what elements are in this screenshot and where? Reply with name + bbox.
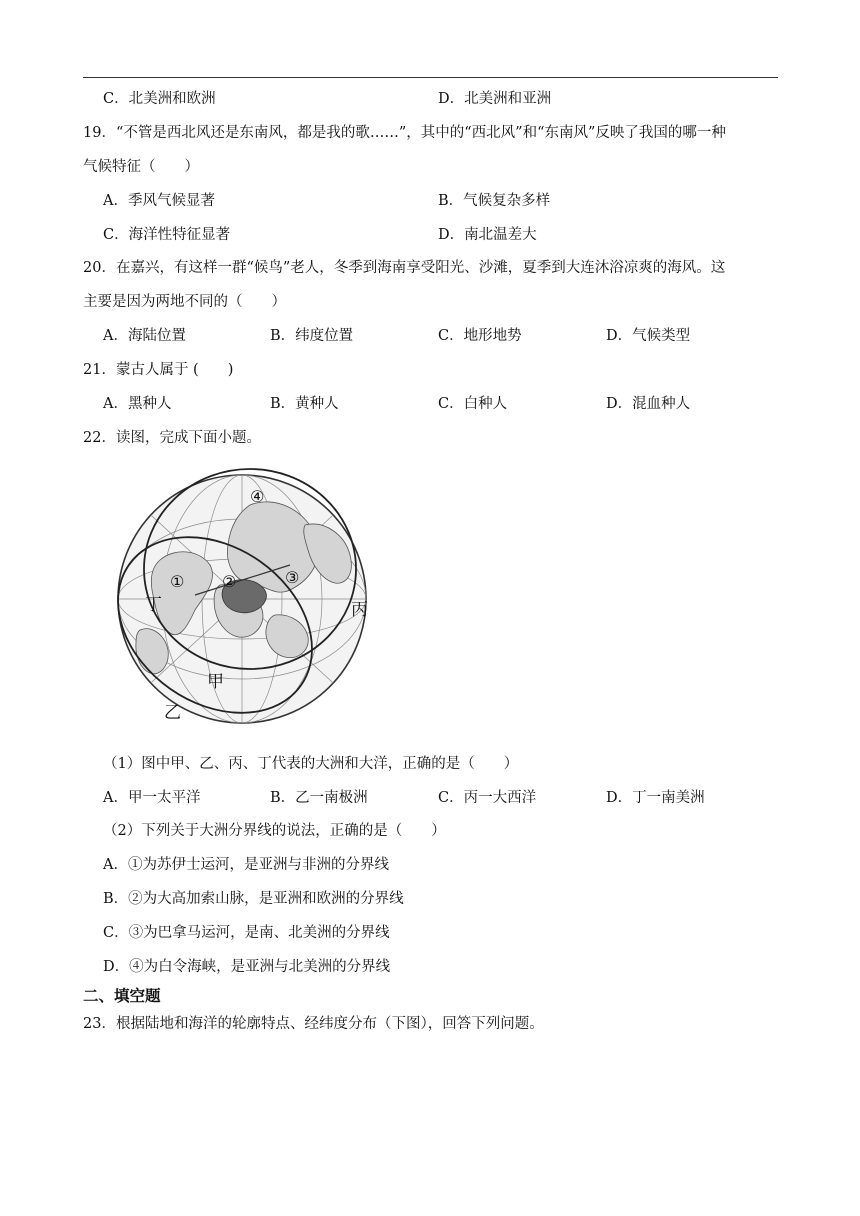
q22-sub2-option-b[interactable]: B．②为大高加索山脉，是亚洲和欧洲的分界线 — [103, 891, 404, 907]
label-yi: 乙 — [164, 703, 181, 723]
q18-option-d[interactable]: D．北美洲和亚洲 — [438, 91, 552, 107]
marker-1: ① — [170, 572, 185, 591]
q21-option-c[interactable]: C．白种人 — [438, 396, 508, 412]
q23-stem: 23．根据陆地和海洋的轮廓特点、经纬度分布（下图），回答下列问题。 — [83, 1016, 544, 1032]
q22-stem: 22．读图，完成下面小题。 — [83, 430, 261, 446]
q20-stem-line1: 20．在嘉兴，有这样一群“候鸟”老人，冬季到海南享受阳光、沙滩，夏季到大连沐浴凉爽的海风。这 — [83, 260, 726, 276]
q21-stem: 21．蒙古人属于 ( ) — [83, 362, 234, 378]
q19-stem-line2: 气候特征（ ） — [83, 159, 199, 175]
q19-option-b[interactable]: B．气候复杂多样 — [438, 193, 551, 209]
q20-option-d[interactable]: D．气候类型 — [606, 328, 691, 344]
q20-stem-line2: 主要是因为两地不同的（ ） — [83, 294, 286, 310]
globe-map-figure — [100, 465, 385, 727]
q21-option-a[interactable]: A．黑种人 — [103, 396, 172, 412]
q19-option-a[interactable]: A．季风气候显著 — [103, 193, 215, 209]
q19-stem-line1: 19．“不管是西北风还是东南风，都是我的歌……”，其中的“西北风”和“东南风”反映了我国的哪一种 — [83, 125, 726, 141]
q22-sub2-option-a[interactable]: A．①为苏伊士运河，是亚洲与非洲的分界线 — [103, 857, 389, 873]
q18-option-c[interactable]: C．北美洲和欧洲 — [103, 91, 216, 107]
label-jia: 甲 — [207, 672, 224, 692]
marker-2: ② — [222, 572, 237, 591]
q19-option-d[interactable]: D．南北温差大 — [438, 227, 537, 243]
label-bing: 丙 — [351, 600, 368, 620]
q19-option-c[interactable]: C．海洋性特征显著 — [103, 227, 231, 243]
label-ding: 丁 — [145, 595, 162, 615]
section-title: 二、填空题 — [83, 987, 161, 1005]
q22-sub1-option-a[interactable]: A．甲一太平洋 — [103, 790, 201, 806]
q22-sub2-stem: （2）下列关于大洲分界线的说法，正确的是（ ） — [103, 823, 446, 839]
q21-option-b[interactable]: B．黄种人 — [270, 396, 339, 412]
q20-option-a[interactable]: A．海陆位置 — [103, 328, 186, 344]
q22-sub1-option-b[interactable]: B．乙一南极洲 — [270, 790, 368, 806]
q20-option-b[interactable]: B．纬度位置 — [270, 328, 354, 344]
q22-sub1-option-c[interactable]: C．丙一大西洋 — [438, 790, 537, 806]
header-rule — [83, 77, 778, 78]
q22-sub1-option-d[interactable]: D．丁一南美洲 — [606, 790, 705, 806]
q22-sub2-option-c[interactable]: C．③为巴拿马运河，是南、北美洲的分界线 — [103, 925, 390, 941]
q20-option-c[interactable]: C．地形地势 — [438, 328, 522, 344]
marker-3: ③ — [285, 568, 300, 587]
q22-sub1-stem: （1）图中甲、乙、丙、丁代表的大洲和大洋，正确的是（ ） — [103, 756, 519, 772]
q22-sub2-option-d[interactable]: D．④为白令海峡，是亚洲与北美洲的分界线 — [103, 959, 391, 975]
q21-option-d[interactable]: D．混血种人 — [606, 396, 691, 412]
marker-4: ④ — [250, 487, 265, 506]
